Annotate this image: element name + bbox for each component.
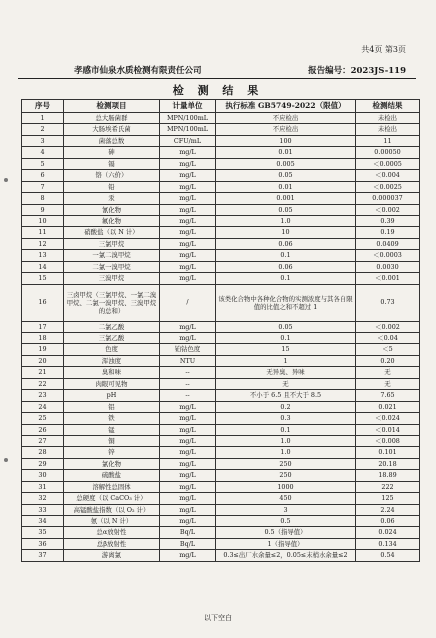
table-row <box>22 527 420 538</box>
table-row <box>22 273 420 284</box>
cell-no: 20 <box>22 355 64 366</box>
cell-unit: mg/L <box>160 273 216 284</box>
cell-no: 4 <box>22 147 64 158</box>
table-row <box>22 401 420 412</box>
cell-limit: 0.05 <box>216 321 356 332</box>
table-row <box>22 355 420 366</box>
cell-result: 125 <box>356 493 420 504</box>
cell-item: 铜 <box>64 435 160 446</box>
table-row <box>22 193 420 204</box>
cell-result: 222 <box>356 481 420 492</box>
cell-item: 一氯二溴甲烷 <box>64 250 160 261</box>
results-table <box>21 99 420 562</box>
cell-result: 未检出 <box>356 124 420 135</box>
cell-limit: 0.06 <box>216 261 356 272</box>
cell-unit: / <box>160 284 216 321</box>
cell-no: 28 <box>22 447 64 458</box>
report-number-value: 2023JS-119 <box>350 66 406 76</box>
cell-item: 肉眼可见物 <box>64 378 160 389</box>
table-row <box>22 424 420 435</box>
cell-result: 2.24 <box>356 504 420 515</box>
cell-no: 11 <box>22 227 64 238</box>
cell-result: ＜0.0003 <box>356 250 420 261</box>
cell-no: 33 <box>22 504 64 515</box>
cell-result: 未检出 <box>356 113 420 124</box>
table-row <box>22 413 420 424</box>
cell-limit: 0.05 <box>216 204 356 215</box>
cell-result: ＜0.04 <box>356 333 420 344</box>
cell-limit: 3 <box>216 504 356 515</box>
cell-limit: 0.001 <box>216 193 356 204</box>
cell-item: 大肠埃希氏菌 <box>64 124 160 135</box>
cell-unit: mg/L <box>160 550 216 561</box>
cell-result: 0.0409 <box>356 238 420 249</box>
cell-no: 36 <box>22 538 64 549</box>
cell-item: 三卤甲烷（三氯甲烷、一氯二溴甲烷、二氯一溴甲烷、三溴甲烷的总和） <box>64 284 160 321</box>
cell-item: 铅 <box>64 181 160 192</box>
cell-limit: 1.0 <box>216 215 356 226</box>
column-header-result: 检测结果 <box>356 100 420 113</box>
cell-no: 34 <box>22 516 64 527</box>
cell-limit: 0.1 <box>216 424 356 435</box>
cell-unit: -- <box>160 367 216 378</box>
cell-unit: mg/L <box>160 158 216 169</box>
cell-no: 9 <box>22 204 64 215</box>
table-row <box>22 124 420 135</box>
cell-result: 18.89 <box>356 470 420 481</box>
cell-no: 18 <box>22 333 64 344</box>
cell-limit: 0.3≤出厂水余量≤2，0.05≤末梢水余量≤2 <box>216 550 356 561</box>
cell-item: 总β放射性 <box>64 538 160 549</box>
end-of-table-note: 以下空白 <box>204 614 232 622</box>
table-header-row <box>22 100 420 113</box>
column-header-limit: 执行标准 GB5749-2022（限值） <box>216 100 356 113</box>
cell-item: 游离氯 <box>64 550 160 561</box>
cell-result: ＜0.002 <box>356 204 420 215</box>
table-row <box>22 238 420 249</box>
cell-item: 二氯乙酸 <box>64 321 160 332</box>
cell-item: 臭和味 <box>64 367 160 378</box>
cell-no: 7 <box>22 181 64 192</box>
cell-no: 2 <box>22 124 64 135</box>
cell-limit: 0.1 <box>216 333 356 344</box>
table-row <box>22 321 420 332</box>
cell-limit: 0.01 <box>216 147 356 158</box>
cell-result: ＜0.004 <box>356 170 420 181</box>
cell-limit: 0.005 <box>216 158 356 169</box>
cell-no: 15 <box>22 273 64 284</box>
cell-limit: 无 <box>216 378 356 389</box>
cell-no: 1 <box>22 113 64 124</box>
cell-limit: 250 <box>216 470 356 481</box>
cell-result: 0.000037 <box>356 193 420 204</box>
cell-limit: 0.5（指导值） <box>216 527 356 538</box>
cell-limit: 0.1 <box>216 250 356 261</box>
cell-item: 总α放射性 <box>64 527 160 538</box>
cell-no: 21 <box>22 367 64 378</box>
cell-result: 11 <box>356 135 420 146</box>
cell-unit: 铂钴色度 <box>160 344 216 355</box>
table-row <box>22 504 420 515</box>
header-divider <box>18 78 416 79</box>
cell-item: 色度 <box>64 344 160 355</box>
cell-unit: mg/L <box>160 227 216 238</box>
cell-result: ＜0.0005 <box>356 158 420 169</box>
cell-result: 无 <box>356 367 420 378</box>
cell-item: 氟化物 <box>64 215 160 226</box>
table-row <box>22 344 420 355</box>
cell-item: 锌 <box>64 447 160 458</box>
cell-no: 31 <box>22 481 64 492</box>
cell-no: 35 <box>22 527 64 538</box>
cell-unit: CFU/mL <box>160 135 216 146</box>
table-row <box>22 390 420 401</box>
cell-item: 硝酸盐（以 N 计） <box>64 227 160 238</box>
table-row <box>22 204 420 215</box>
cell-item: 三溴甲烷 <box>64 273 160 284</box>
cell-unit: mg/L <box>160 504 216 515</box>
cell-item: 砷 <box>64 147 160 158</box>
table-row <box>22 516 420 527</box>
cell-item: 汞 <box>64 193 160 204</box>
cell-limit: 0.1 <box>216 273 356 284</box>
cell-result: 20.18 <box>356 458 420 469</box>
report-number-label: 报告编号： <box>308 66 351 76</box>
cell-limit: 0.01 <box>216 181 356 192</box>
cell-no: 14 <box>22 261 64 272</box>
page-number: 共4页 第3页 <box>361 45 406 54</box>
cell-unit: mg/L <box>160 181 216 192</box>
cell-item: 氯化物 <box>64 458 160 469</box>
cell-limit: 1.0 <box>216 447 356 458</box>
table-row <box>22 333 420 344</box>
cell-no: 26 <box>22 424 64 435</box>
cell-unit: MPN/100mL <box>160 113 216 124</box>
cell-unit: mg/L <box>160 470 216 481</box>
cell-no: 29 <box>22 458 64 469</box>
cell-unit: mg/L <box>160 193 216 204</box>
column-header-unit: 计量单位 <box>160 100 216 113</box>
cell-no: 24 <box>22 401 64 412</box>
cell-unit: MPN/100mL <box>160 124 216 135</box>
cell-no: 30 <box>22 470 64 481</box>
cell-limit: 1（指导值） <box>216 538 356 549</box>
table-row <box>22 458 420 469</box>
cell-result: ＜0.0025 <box>356 181 420 192</box>
cell-result: ＜0.002 <box>356 321 420 332</box>
cell-unit: mg/L <box>160 424 216 435</box>
cell-limit: 不应检出 <box>216 113 356 124</box>
cell-result: 0.101 <box>356 447 420 458</box>
cell-result: 无 <box>356 378 420 389</box>
cell-result: 0.00050 <box>356 147 420 158</box>
cell-unit: mg/L <box>160 435 216 446</box>
cell-limit: 15 <box>216 344 356 355</box>
cell-limit: 250 <box>216 458 356 469</box>
cell-no: 8 <box>22 193 64 204</box>
cell-limit: 无异臭、异味 <box>216 367 356 378</box>
cell-no: 5 <box>22 158 64 169</box>
cell-limit: 1 <box>216 355 356 366</box>
cell-result: 0.19 <box>356 227 420 238</box>
cell-result: ＜0.014 <box>356 424 420 435</box>
cell-unit: mg/L <box>160 333 216 344</box>
table-row <box>22 250 420 261</box>
cell-no: 22 <box>22 378 64 389</box>
table-row <box>22 135 420 146</box>
table-row <box>22 493 420 504</box>
cell-no: 10 <box>22 215 64 226</box>
binding-hole-mark <box>4 458 8 462</box>
cell-item: 铁 <box>64 413 160 424</box>
cell-limit: 100 <box>216 135 356 146</box>
cell-no: 3 <box>22 135 64 146</box>
cell-limit: 1000 <box>216 481 356 492</box>
cell-no: 13 <box>22 250 64 261</box>
table-row <box>22 261 420 272</box>
cell-unit: -- <box>160 390 216 401</box>
cell-limit: 1.0 <box>216 435 356 446</box>
cell-result: 0.06 <box>356 516 420 527</box>
cell-item: 铝 <box>64 401 160 412</box>
table-row <box>22 470 420 481</box>
cell-item: 铬（六价） <box>64 170 160 181</box>
table-row <box>22 367 420 378</box>
cell-limit: 0.3 <box>216 413 356 424</box>
cell-unit: mg/L <box>160 321 216 332</box>
cell-no: 23 <box>22 390 64 401</box>
page-title: 检 测 结 果 <box>172 84 264 97</box>
cell-unit: -- <box>160 378 216 389</box>
cell-item: 镉 <box>64 158 160 169</box>
table-row <box>22 170 420 181</box>
report-number <box>308 64 406 76</box>
cell-result: 7.65 <box>356 390 420 401</box>
cell-unit: mg/L <box>160 204 216 215</box>
cell-no: 25 <box>22 413 64 424</box>
cell-item: 二氯一溴甲烷 <box>64 261 160 272</box>
cell-result: 0.39 <box>356 215 420 226</box>
cell-unit: NTU <box>160 355 216 366</box>
table-row <box>22 538 420 549</box>
table-row <box>22 227 420 238</box>
cell-item: 总大肠菌群 <box>64 113 160 124</box>
cell-unit: mg/L <box>160 481 216 492</box>
cell-unit: Bq/L <box>160 527 216 538</box>
cell-limit: 0.06 <box>216 238 356 249</box>
cell-no: 16 <box>22 284 64 321</box>
cell-unit: mg/L <box>160 261 216 272</box>
cell-unit: mg/L <box>160 493 216 504</box>
cell-unit: mg/L <box>160 238 216 249</box>
cell-unit: mg/L <box>160 447 216 458</box>
cell-item: 溶解性总固体 <box>64 481 160 492</box>
table-row <box>22 550 420 561</box>
report-header <box>50 64 406 76</box>
cell-item: 氰化物 <box>64 204 160 215</box>
table-row <box>22 215 420 226</box>
table-row <box>22 113 420 124</box>
cell-result: 0.20 <box>356 355 420 366</box>
cell-result: 0.54 <box>356 550 420 561</box>
cell-limit: 0.05 <box>216 170 356 181</box>
cell-no: 32 <box>22 493 64 504</box>
column-header-item: 检测项目 <box>64 100 160 113</box>
cell-result: 0.134 <box>356 538 420 549</box>
cell-limit: 450 <box>216 493 356 504</box>
cell-unit: mg/L <box>160 458 216 469</box>
table-row <box>22 158 420 169</box>
cell-limit: 10 <box>216 227 356 238</box>
cell-result: ＜5 <box>356 344 420 355</box>
table-row <box>22 435 420 446</box>
cell-no: 37 <box>22 550 64 561</box>
cell-limit: 不应检出 <box>216 124 356 135</box>
cell-item: 菌落总数 <box>64 135 160 146</box>
cell-result: ＜0.001 <box>356 273 420 284</box>
table-row <box>22 284 420 321</box>
cell-item: 三氯乙酸 <box>64 333 160 344</box>
table-row <box>22 147 420 158</box>
cell-item: 三氯甲烷 <box>64 238 160 249</box>
cell-limit: 0.5 <box>216 516 356 527</box>
binding-hole-mark <box>4 178 8 182</box>
cell-unit: mg/L <box>160 215 216 226</box>
company-name: 孝感市仙泉水质检测有限责任公司 <box>74 66 202 76</box>
cell-limit: 不小于 6.5 且不大于 8.5 <box>216 390 356 401</box>
cell-no: 17 <box>22 321 64 332</box>
table-body <box>22 113 420 562</box>
cell-result: 0.73 <box>356 284 420 321</box>
cell-result: ＜0.024 <box>356 413 420 424</box>
cell-item: pH <box>64 390 160 401</box>
cell-limit: 0.2 <box>216 401 356 412</box>
cell-no: 6 <box>22 170 64 181</box>
cell-item: 氨（以 N 计） <box>64 516 160 527</box>
table-row <box>22 378 420 389</box>
cell-no: 19 <box>22 344 64 355</box>
cell-unit: mg/L <box>160 170 216 181</box>
table-row <box>22 481 420 492</box>
cell-result: 0.021 <box>356 401 420 412</box>
column-header-no: 序号 <box>22 100 64 113</box>
cell-no: 12 <box>22 238 64 249</box>
cell-result: 0.024 <box>356 527 420 538</box>
cell-item: 浑浊度 <box>64 355 160 366</box>
table-row <box>22 447 420 458</box>
cell-limit: 该类化合物中各种化合物的实测浓度与其各自限值的比值之和不超过 1 <box>216 284 356 321</box>
cell-item: 高锰酸盐指数（以 O₂ 计） <box>64 504 160 515</box>
cell-unit: Bq/L <box>160 538 216 549</box>
cell-item: 硫酸盐 <box>64 470 160 481</box>
cell-unit: mg/L <box>160 250 216 261</box>
cell-unit: mg/L <box>160 147 216 158</box>
cell-item: 总硬度（以 CaCO₃ 计） <box>64 493 160 504</box>
cell-result: ＜0.008 <box>356 435 420 446</box>
table-row <box>22 181 420 192</box>
cell-unit: mg/L <box>160 413 216 424</box>
cell-no: 27 <box>22 435 64 446</box>
cell-unit: mg/L <box>160 401 216 412</box>
cell-result: 0.0030 <box>356 261 420 272</box>
cell-unit: mg/L <box>160 516 216 527</box>
cell-item: 锰 <box>64 424 160 435</box>
